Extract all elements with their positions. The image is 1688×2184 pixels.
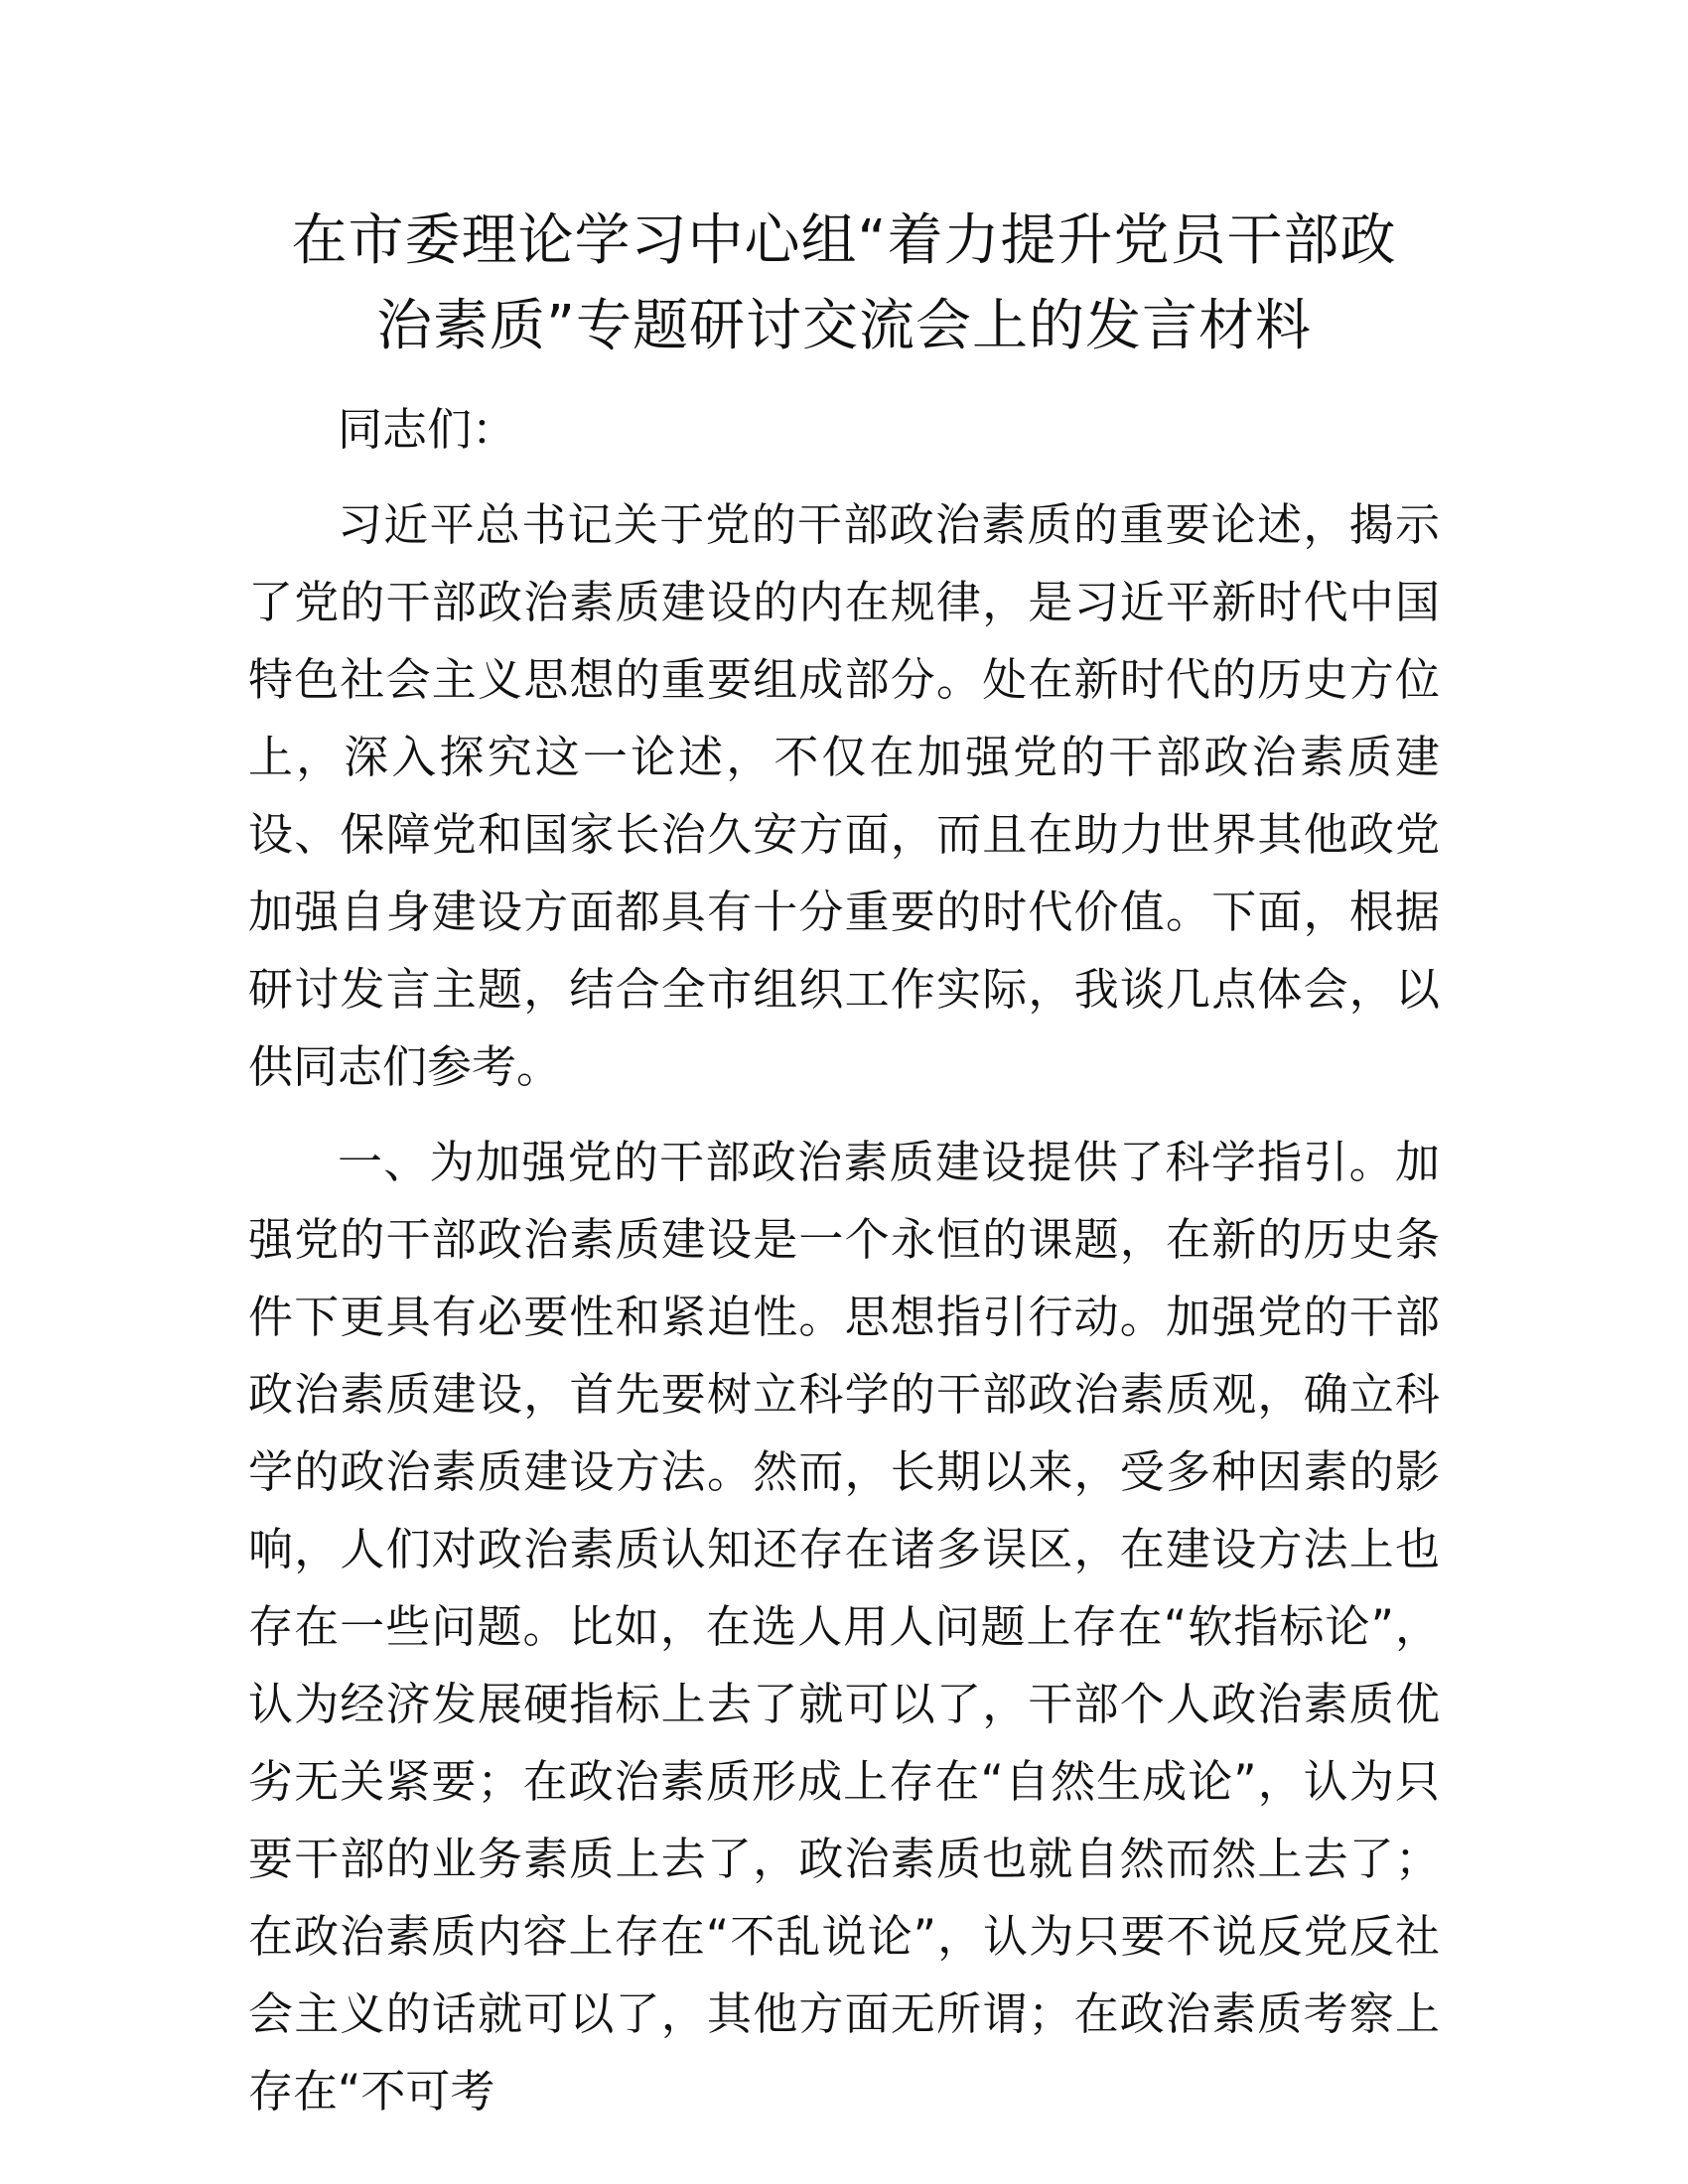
title-line-2: 治素质”专题研讨交流会上的发言材料	[375, 294, 1312, 358]
document-title	[248, 199, 1440, 369]
document-page	[248, 199, 1440, 2130]
salutation: 同志们：	[338, 403, 517, 456]
title-line-1: 在市委理论学习中心组“着力提升党员干部政	[291, 208, 1397, 273]
paragraph-section-one: 一、为加强党的干部政治素质建设提供了科学指引。加强党的干部政治素质建设是一个永恒的课题，在新的历史条件下更具有必要性和紧迫性。思想指引行动。加强党的干部政治素质建设，首先要树立科学的干部政治素质观，确立科学的政治素质建设方法。然而，长期以来，受多种因素的影响，人们对政治素质认知还存在诸多误区，在建设方法上也存在一些问题。比如，在选人用人问题上存在“软指标论”，认为经济发展硬指标上去了就可以了，干部个人政治素质优劣无关紧要；在政治素质形成上存在“自然生成论”，认为只要干部的业务素质上去了，政治素质也就自然而然上去了；在政治素质内容上存在“不乱说论”，认为只要不说反党反社会主义的话就可以了，其他方面无所谓；在政治素质考察上存在“不可考	[248, 1136, 1440, 2117]
paragraph-intro: 习近平总书记关于党的干部政治素质的重要论述，揭示了党的干部政治素质建设的内在规律，是习近平新时代中国特色社会主义思想的重要组成部分。处在新时代的历史方位上，深入探究这一论述，不仅在加强党的干部政治素质建设、保障党和国家长治久安方面，而且在助力世界其他政党加强自身建设方面都具有十分重要的时代价值。下面，根据研讨发言主题，结合全市组织工作实际，我谈几点体会，以供同志们参考。	[248, 498, 1440, 1093]
